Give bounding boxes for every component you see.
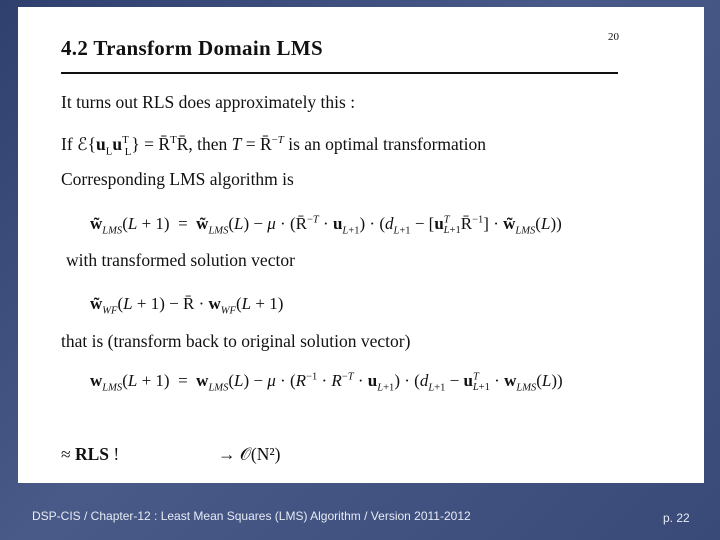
slide-page (18, 7, 704, 483)
footer-text: DSP-CIS / Chapter-12 : Least Mean Squares (LMS) Algorithm / Version 2011-2012 (32, 509, 471, 523)
footer-page-number: p. 22 (663, 511, 690, 525)
text-line-5: that is (transform back to original solution vector) (61, 331, 411, 351)
text-line-2: If $ℰ\{u_Lu^T_L\}$ = R̄$^T$R̄, then T = R̄$^{-T}$ is an optimal transformation (61, 134, 487, 158)
page-number: 20 (608, 31, 619, 43)
text-line-1: It turns out RLS does approximately this : (61, 92, 356, 112)
equation-2: $w̃_{WF}(L + 1)$ − R̄ · $w_{WF}(L + 1)$ (90, 294, 284, 317)
equation-3: $w_{LMS}(L + 1) = w_{LMS}(L) - \mu \cdot (R^{-1} \cdot R^{-T} \cdot u_{L+1}) \cdot (d_{L+1} - u^T_{L+1} \cdot w_{LMS}(L))$ (90, 371, 563, 394)
text-line-3: Corresponding LMS algorithm is (61, 169, 294, 189)
text-line-6-right: → 𝒪(N²) (218, 444, 281, 464)
equation-1: $w̃_{LMS}(L + 1)$ = $w̃_{LMS}(L) - \mu$ · (R̄$^{-T}$ · $u_{L+1}) \cdot (d_{L+1}$ − $[u^T_{L+1}R̄^{-1}]$ · $w̃_{LMS}(L)$) (90, 214, 562, 237)
title-rule (61, 72, 618, 74)
section-title: 4.2 Transform Domain LMS (61, 36, 323, 60)
text-line-4: with transformed solution vector (66, 250, 295, 270)
text-line-6-left: ≈ RLS ! (61, 444, 120, 464)
